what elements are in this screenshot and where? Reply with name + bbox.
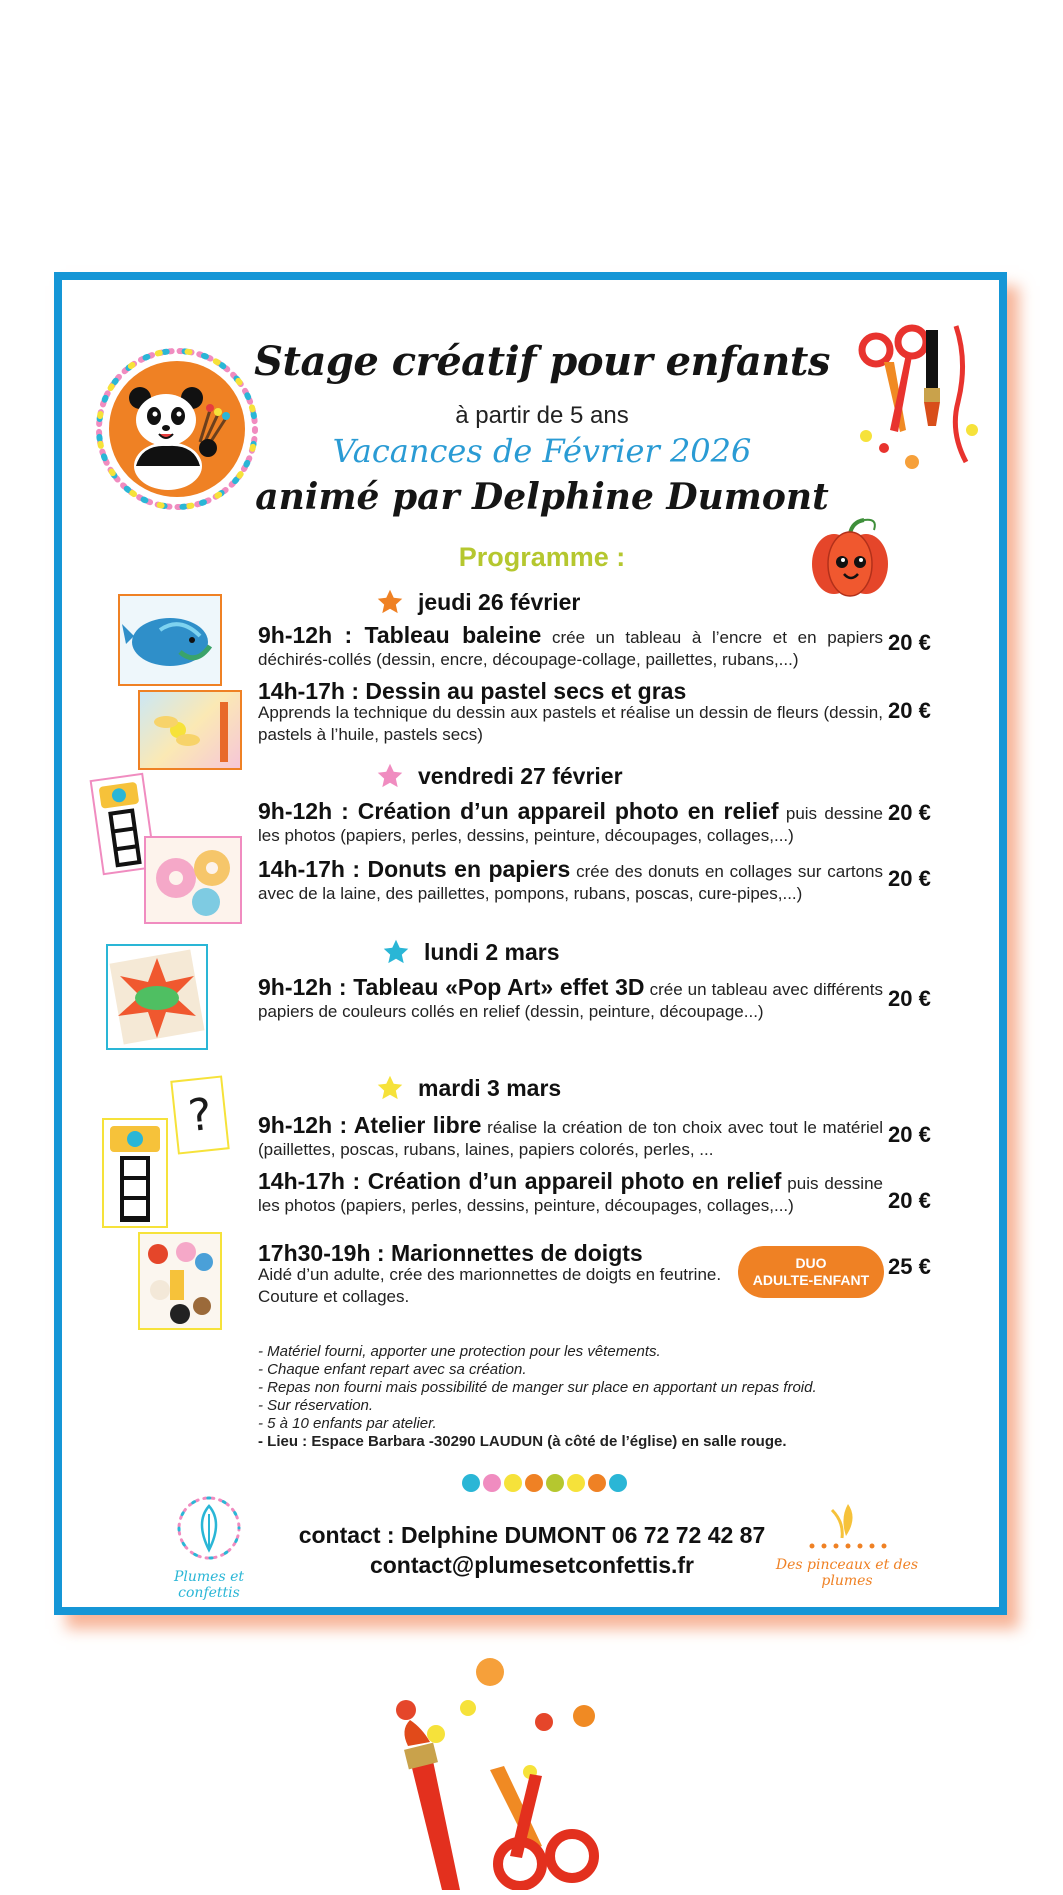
activity-description: puis dessine les photos (papiers, perles, dessins, peinture, découpages, collages,...) <box>258 1174 883 1215</box>
price-tag: 20 € <box>888 986 931 1011</box>
note-line: - Sur réservation. <box>258 1397 374 1414</box>
question-mark: ? <box>185 1088 215 1142</box>
activity-donuts <box>258 858 883 905</box>
price-tag: 20 € <box>888 866 931 891</box>
note-line: - Chaque enfant repart avec sa création. <box>258 1361 527 1378</box>
activity-title: 14h-17h : Dessin au pastel secs et gras <box>258 678 687 704</box>
holiday-period: Vacances de Février 2026 <box>332 432 752 470</box>
activity-description: Aidé d’un adulte, crée des marionnettes de doigts en feutrine. Couture et collages. <box>258 1265 722 1306</box>
pastel-flowers-thumbnail <box>138 690 242 770</box>
flyer-poster <box>54 272 1007 1615</box>
activity-title: 9h-12h : Atelier libre <box>258 1112 482 1138</box>
activity-atelier-libre <box>258 1114 883 1161</box>
color-dots-divider <box>462 1474 630 1497</box>
scissors-brush-decoration <box>850 322 990 482</box>
activity-dessin-pastel <box>258 680 883 746</box>
activity-description: réalise la création de ton choix avec tout le matériel (paillettes, poscas, rubans, laines, papiers colorés, perles, ... <box>258 1118 883 1159</box>
day-label: vendredi 27 février <box>418 762 623 789</box>
camera-film-thumbnail-2 <box>102 1118 168 1228</box>
price-tag: 20 € <box>888 698 931 723</box>
activity-title: 14h-17h : Donuts en papiers <box>258 856 571 882</box>
activity-tableau-baleine <box>258 624 883 671</box>
activity-description: crée un tableau avec différents papiers de couleurs collés en relief (dessin, peinture, découpage...) <box>258 980 883 1021</box>
des-pinceaux-logo <box>752 1496 942 1592</box>
activity-title: 9h-12h : Tableau «Pop Art» effet 3D <box>258 974 645 1000</box>
dot <box>588 1474 606 1492</box>
dot <box>483 1474 501 1492</box>
badge-line-2: ADULTE-ENFANT <box>752 1272 870 1288</box>
dot <box>504 1474 522 1492</box>
dot <box>567 1474 585 1492</box>
contact-email[interactable]: contact@plumesetconfettis.fr <box>369 1552 695 1578</box>
host-line: animé par Delphine Dumont <box>255 476 829 518</box>
activity-description: Apprends la technique du dessin aux pastels et réalise un dessin de fleurs (dessin, pastels à l’huile, pastels secs) <box>258 703 883 744</box>
star-blue-icon <box>382 938 410 966</box>
day-heading-jeudi <box>376 588 580 616</box>
location-line: - Lieu : Espace Barbara -30290 LAUDUN (à côté de l’église) en salle rouge. <box>258 1433 787 1450</box>
activity-title: 17h30-19h : Marionnettes de doigts <box>258 1240 643 1266</box>
plumes-confettis-logo <box>144 1492 274 1601</box>
activity-pop-art <box>258 976 883 1023</box>
activity-title: 14h-17h : Création d’un appareil photo en relief <box>258 1168 782 1194</box>
bottom-craft-decoration <box>380 1650 640 1890</box>
price-tag: 20 € <box>888 1188 931 1213</box>
activity-title: 9h-12h : Tableau baleine <box>258 622 542 648</box>
day-label: mardi 3 mars <box>418 1074 562 1101</box>
price-tag: 20 € <box>888 630 931 655</box>
activity-description: crée des donuts en collages sur cartons avec de la laine, des paillettes, pompons, rubans, poscas, cure-pipes,...) <box>258 862 883 903</box>
dot <box>546 1474 564 1492</box>
dot <box>462 1474 480 1492</box>
star-pink-icon <box>376 762 404 790</box>
whale-artwork-thumbnail <box>118 594 222 686</box>
activity-marionnettes <box>258 1242 728 1308</box>
question-card-thumbnail <box>170 1075 229 1154</box>
day-heading-vendredi <box>376 762 623 790</box>
pumpkin-illustration <box>806 516 896 600</box>
note-line: - 5 à 10 enfants par atelier. <box>258 1415 437 1432</box>
note-line: - Repas non fourni mais possibilité de manger sur place en apportant un repas froid. <box>258 1379 817 1396</box>
programme-heading: Programme : <box>458 542 626 572</box>
pop-art-thumbnail <box>106 944 208 1050</box>
dot <box>609 1474 627 1492</box>
price-tag: 20 € <box>888 1122 931 1147</box>
day-heading-mardi <box>376 1074 561 1102</box>
price-tag: 20 € <box>888 800 931 825</box>
donuts-thumbnail <box>144 836 242 924</box>
flyer-title: Stage créatif pour enfants <box>254 338 830 385</box>
finger-puppets-thumbnail <box>138 1232 222 1330</box>
day-label: lundi 2 mars <box>424 938 560 965</box>
badge-line-1: DUO <box>795 1255 827 1271</box>
logo-right-text: Des pinceaux et des plumes <box>775 1557 919 1589</box>
day-heading-lundi <box>382 938 559 966</box>
contact-phone: contact : Delphine DUMONT 06 72 72 42 87 <box>298 1522 766 1548</box>
star-yellow-icon <box>376 1074 404 1102</box>
activity-description: puis dessine les photos (papiers, perles, dessins, peinture, découpages, collages,...) <box>258 804 883 845</box>
activity-description: crée un tableau à l’encre et en papiers déchirés-collés (dessin, encre, découpage-collage, paillettes, rubans,...) <box>258 628 883 669</box>
duo-badge <box>738 1246 884 1298</box>
star-orange-icon <box>376 588 404 616</box>
day-label: jeudi 26 février <box>418 588 581 615</box>
activity-title: 9h-12h : Création d’un appareil photo en relief <box>258 798 779 824</box>
activity-appareil-photo <box>258 800 883 847</box>
logo-left-text: Plumes et confettis <box>173 1569 245 1601</box>
dot <box>525 1474 543 1492</box>
activity-appareil-photo-2 <box>258 1170 883 1217</box>
price-tag: 25 € <box>888 1254 931 1279</box>
practical-notes <box>258 1343 938 1451</box>
age-subtitle: à partir de 5 ans <box>455 402 629 429</box>
note-line: - Matériel fourni, apporter une protection pour les vêtements. <box>258 1343 661 1360</box>
